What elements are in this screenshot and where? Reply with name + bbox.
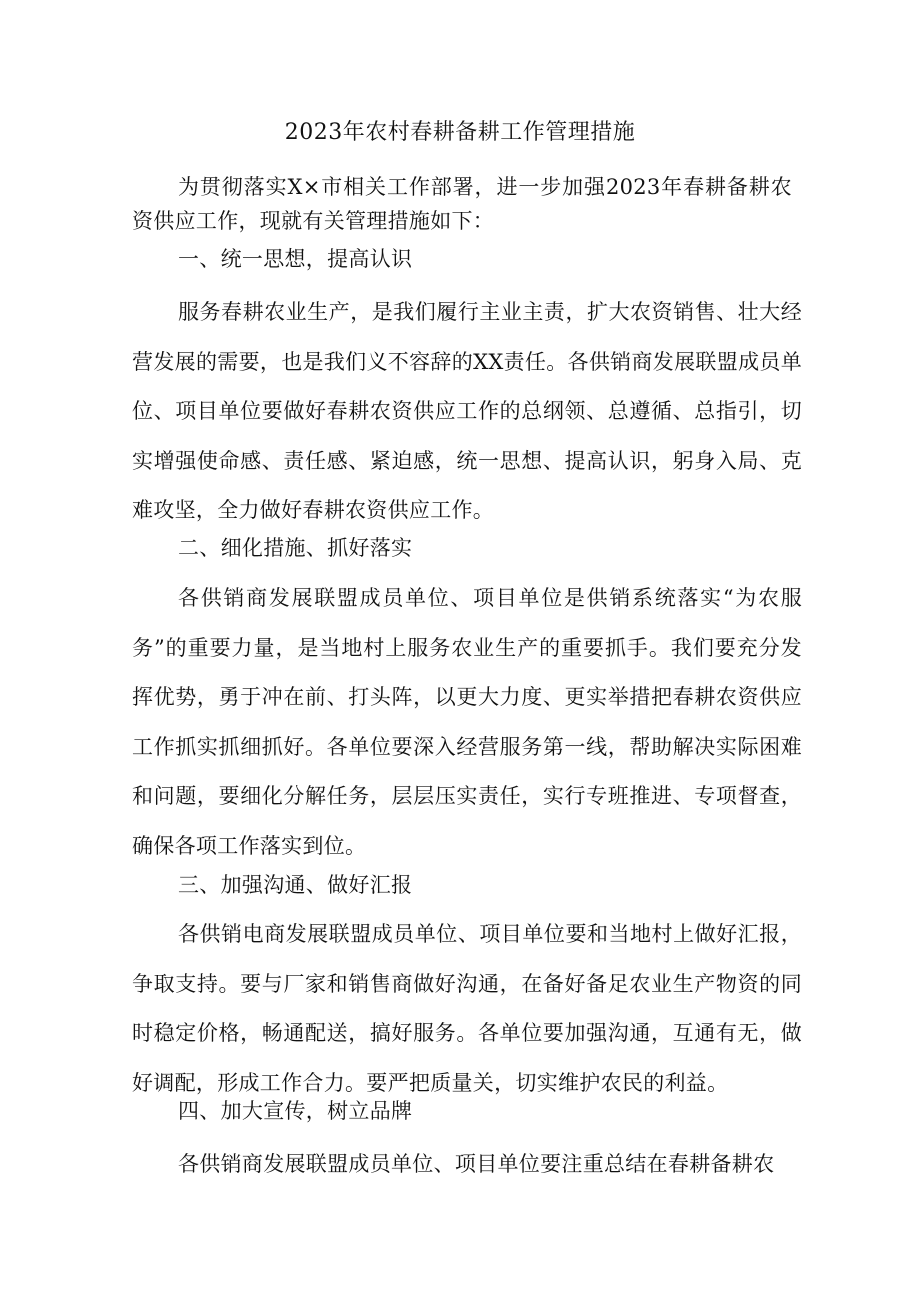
section-heading-1: 一、统一思想，提高认识 (178, 247, 413, 271)
section-heading-3: 三、加强沟通、做好汇报 (178, 873, 413, 897)
section-body-2: 各供销商发展联盟成员单位、项目单位是供销系统落实“为农服务”的重要力量，是当地村上服务农业生产的重要抓手。我们要充分发挥优势，勇于冲在前、打头阵，以更大力度、更实举措把春耕农资供应工作抓实抓细抓好。各单位要深入经营服务第一线，帮助解决实际困难和问题，要细化分解任务，层层压实责任，实行专班推进、专项督查，确保各项工作落实到位。 (132, 586, 802, 858)
section-body-4: 各供销商发展联盟成员单位、项目单位要注重总结在春耕备耕农 (178, 1152, 775, 1176)
intro-paragraph: 为贯彻落实X×市相关工作部署，进一步加强2023年春耕备耕农资供应工作，现就有关管理措施如下： (132, 175, 792, 233)
section-heading-2: 二、细化措施、抓好落实 (178, 536, 413, 560)
document-title: 2023年农村春耕备耕工作管理措施 (284, 120, 636, 145)
section-heading-4: 四、加大宣传，树立品牌 (178, 1099, 413, 1123)
section-body-1: 服务春耕农业生产，是我们履行主业主责，扩大农资销售、壮大经营发展的需要，也是我们义不容辞的XX责任。各供销商发展联盟成员单位、项目单位要做好春耕农资供应工作的总纲领、总遵循、总指引，切实增强使命感、责任感、紧迫感，统一思想、提高认识，躬身入局、克难攻坚，全力做好春耕农资供应工作。 (132, 300, 802, 522)
section-body-3: 各供销电商发展联盟成员单位、项目单位要和当地村上做好汇报，争取支持。要与厂家和销售商做好沟通，在备好备足农业生产物资的同时稳定价格，畅通配送，搞好服务。各单位要加强沟通，互通有无，做好调配，形成工作合力。要严把质量关，切实维护农民的利益。 (132, 922, 802, 1095)
